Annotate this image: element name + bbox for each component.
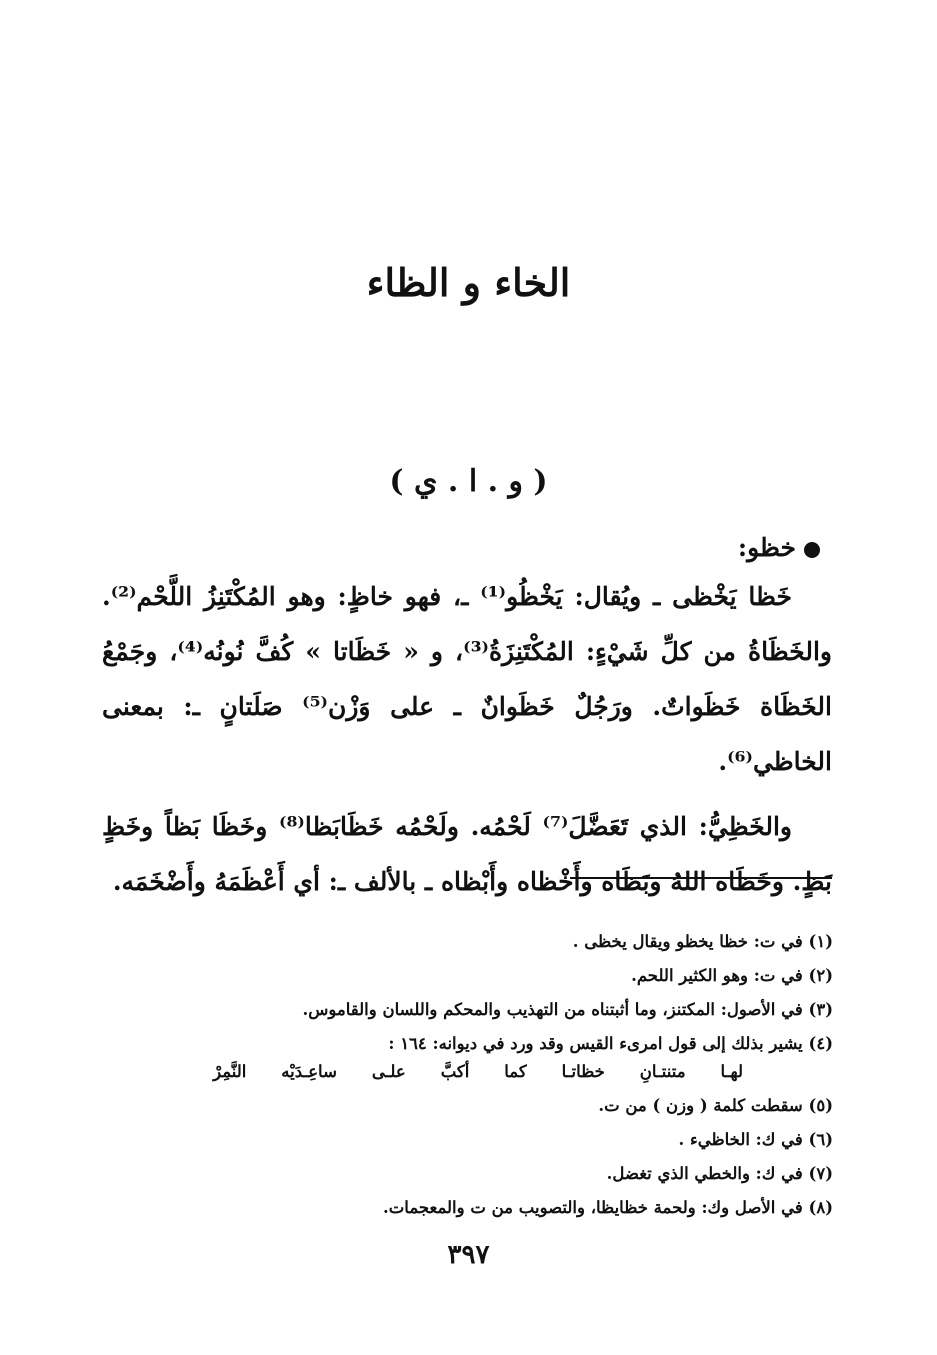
footnote-3: (٣) في الأصول: المكتنز، وما أثبتناه من التهذيب والمحكم واللسان والقاموس. [302,1000,833,1019]
verse-word: خظاتـا [561,1062,605,1081]
verse-word: لهـا [720,1062,743,1081]
verse-word: أكبَّ [440,1062,470,1081]
section-title: الخاء و الظاء [366,260,571,305]
footnote-4: (٤) يشير بذلك إلى قول امرىء القيس وقد ورد في ديوانه: ١٦٤ : [388,1034,833,1053]
verse-word: كما [504,1062,527,1081]
footnote-7: (٧) في ك: والخطي الذي تغضل. [606,1164,833,1183]
headword-text: خظو: [737,533,796,562]
verse-word: متنتـانِ [639,1062,686,1081]
footnote-divider [570,877,832,879]
footnotes [103,925,833,1225]
verse-word: ساعِـدَيْه [281,1062,337,1081]
entry-paragraph-1: خَظا يَخْظى ـ ويُقال: يَخْظُو⁽¹⁾ ـ، فهو خاظٍ: وهو المُكْتَنِزُ اللَّحْم⁽²⁾. والخَظَاةُ من كلِّ شَيْءٍ: المُكْتَنِزَةُ⁽³⁾، و « خَظَاتا » كُفَّ نُونُه⁽⁴⁾، وجَمْعُ الخَظَاة خَظَواتٌ. ورَجُلٌ خَظَوانٌ ـ على وَزْن⁽⁵⁾ صَلَتانٍ ـ: بمعنى الخاظي⁽⁶⁾. [102,582,832,776]
footnote-verse [103,1055,833,1089]
footnote-8: (٨) في الأصل وك: ولحمة خظايظا، والتصويب من ت والمعجمات. [383,1198,833,1217]
footnote-6: (٦) في ك: الخاظيء . [678,1130,833,1149]
page-number: ٣٩٧ [447,1240,490,1270]
footnote-1: (١) في ت: خظا يخظو ويقال يخظى . [572,932,833,951]
verse-word: علـى [371,1062,406,1081]
verse-word: النَّمِرْ [213,1062,247,1081]
dictionary-entry [102,527,832,909]
bullet-icon [804,542,820,558]
root-letters: ( و . ا . ي ) [389,464,548,499]
entry-paragraph-2: والخَظِيُّ: الذي تَعَضَّلَ⁽⁷⁾ لَحْمُه. ولَحْمُه خَظَابَظا⁽⁸⁾ وخَظَا بَظاً وخَظٍ بَظٍ. وخَظَاه اللهُ وبَظَاه وأَخْظاه وأَبْظاه ـ بالألف ـ: أي أَعْظَمَهُ وأَضْخَمَه. [102,812,832,896]
footnote-2: (٢) في ت: وهو الكثير اللحم. [631,966,833,985]
entry-headword [102,527,832,569]
footnote-5: (٥) سقطت كلمة ( وزن ) من ت. [598,1096,833,1115]
